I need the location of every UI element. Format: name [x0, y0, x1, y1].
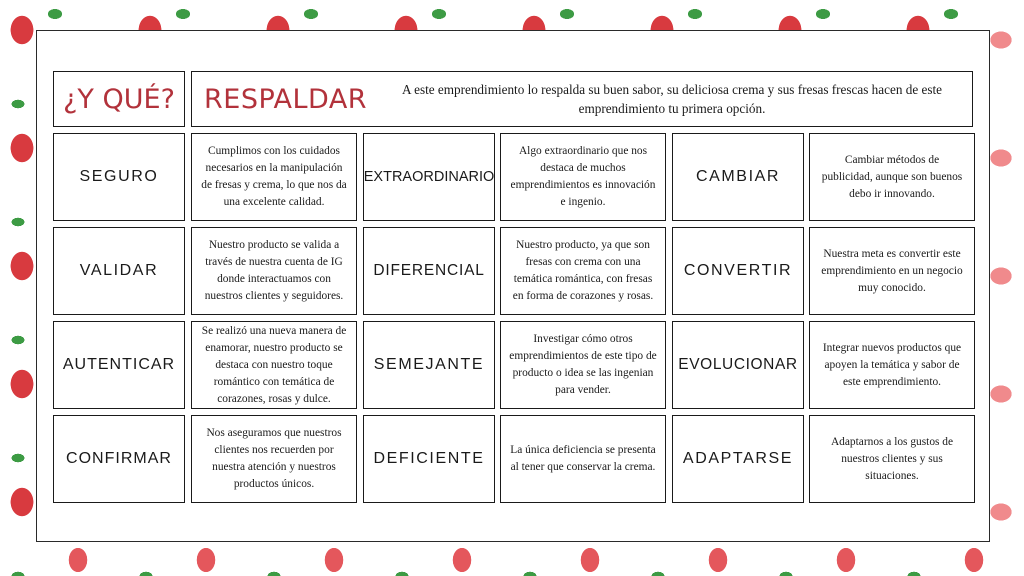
header-box	[191, 71, 973, 127]
word-box-adaptarse	[672, 415, 804, 503]
description-text: Integrar nuevos productos que apoyen la temática y sabor de este emprendimiento.	[822, 341, 962, 388]
description-text: Se realizó una nueva manera de enamorar, nuestro producto se destaca con nuestro toque romántico con temática de corazones, rosas y dulce.	[201, 324, 347, 405]
word-box-deficiente	[363, 415, 495, 503]
word-label: CONFIRMAR	[66, 450, 172, 467]
description-box	[500, 227, 666, 315]
description-text: Nos aseguramos que nuestros clientes nos recuerden por nuestra atención y nuestros productos únicos.	[206, 427, 342, 490]
description-box	[191, 321, 357, 409]
content-sheet	[36, 30, 990, 542]
word-box-validar	[53, 227, 185, 315]
header-word: RESPALDAR	[204, 83, 368, 115]
word-box-cambiar	[672, 133, 804, 221]
description-text: Nuestro producto se valida a través de nuestra cuenta de IG donde interactuamos con nuestros clientes y seguidores.	[204, 239, 344, 302]
word-box-extraordinario	[363, 133, 495, 221]
description-box	[500, 415, 666, 503]
description-box	[500, 321, 666, 409]
word-box-seguro	[53, 133, 185, 221]
description-box	[191, 415, 357, 503]
word-label: SEMEJANTE	[373, 356, 485, 373]
word-label: CONVERTIR	[683, 262, 793, 279]
word-box-confirmar	[53, 415, 185, 503]
description-text: Cumplimos con los cuidados necesarios en la manipulación de fresas y crema, lo que nos da una excelente calidad.	[201, 145, 347, 208]
description-text: Nuestro producto, ya que son fresas con crema con una temática romántica, con fresas en forma de corazones y rosas.	[512, 239, 654, 302]
description-text: Adaptarnos a los gustos de nuestros clientes y sus situaciones.	[830, 435, 954, 482]
description-box	[191, 133, 357, 221]
description-text: Algo extraordinario que nos destaca de muchos emprendimientos es innovación e ingenio.	[510, 145, 656, 208]
word-box-autenticar	[53, 321, 185, 409]
description-text: Cambiar métodos de publicidad, aunque son buenos debo ir innovando.	[821, 153, 963, 200]
word-label: EVOLUCIONAR	[678, 356, 798, 373]
word-box-diferencial	[363, 227, 495, 315]
description-box	[809, 227, 975, 315]
question-label: ¿Y QUÉ?	[63, 83, 175, 115]
question-box	[53, 71, 185, 127]
word-label: SEGURO	[79, 168, 159, 185]
description-text: Investigar cómo otros emprendimientos de este tipo de producto o idea se las ingenian para vender.	[509, 333, 657, 396]
word-label: VALIDAR	[79, 262, 159, 279]
word-label: AUTENTICAR	[62, 356, 176, 373]
header-description: A este emprendimiento lo respalda su buen sabor, su deliciosa crema y sus fresas frescas hacen de este emprendimiento tu primera opción.	[402, 82, 942, 116]
description-box	[809, 321, 975, 409]
word-label: EXTRAORDINARIO	[363, 169, 495, 185]
word-box-convertir	[672, 227, 804, 315]
word-label: ADAPTARSE	[682, 450, 794, 467]
word-label: DIFERENCIAL	[373, 262, 485, 279]
description-box	[500, 133, 666, 221]
description-box	[809, 415, 975, 503]
word-box-evolucionar	[672, 321, 804, 409]
word-label: DEFICIENTE	[373, 450, 485, 467]
description-text: Nuestra meta es convertir este emprendimiento en un negocio muy conocido.	[821, 247, 963, 294]
description-text: La única deficiencia se presenta al tener que conservar la crema.	[510, 444, 656, 473]
description-box	[191, 227, 357, 315]
word-box-semejante	[363, 321, 495, 409]
description-box	[809, 133, 975, 221]
word-label: CAMBIAR	[695, 168, 781, 185]
